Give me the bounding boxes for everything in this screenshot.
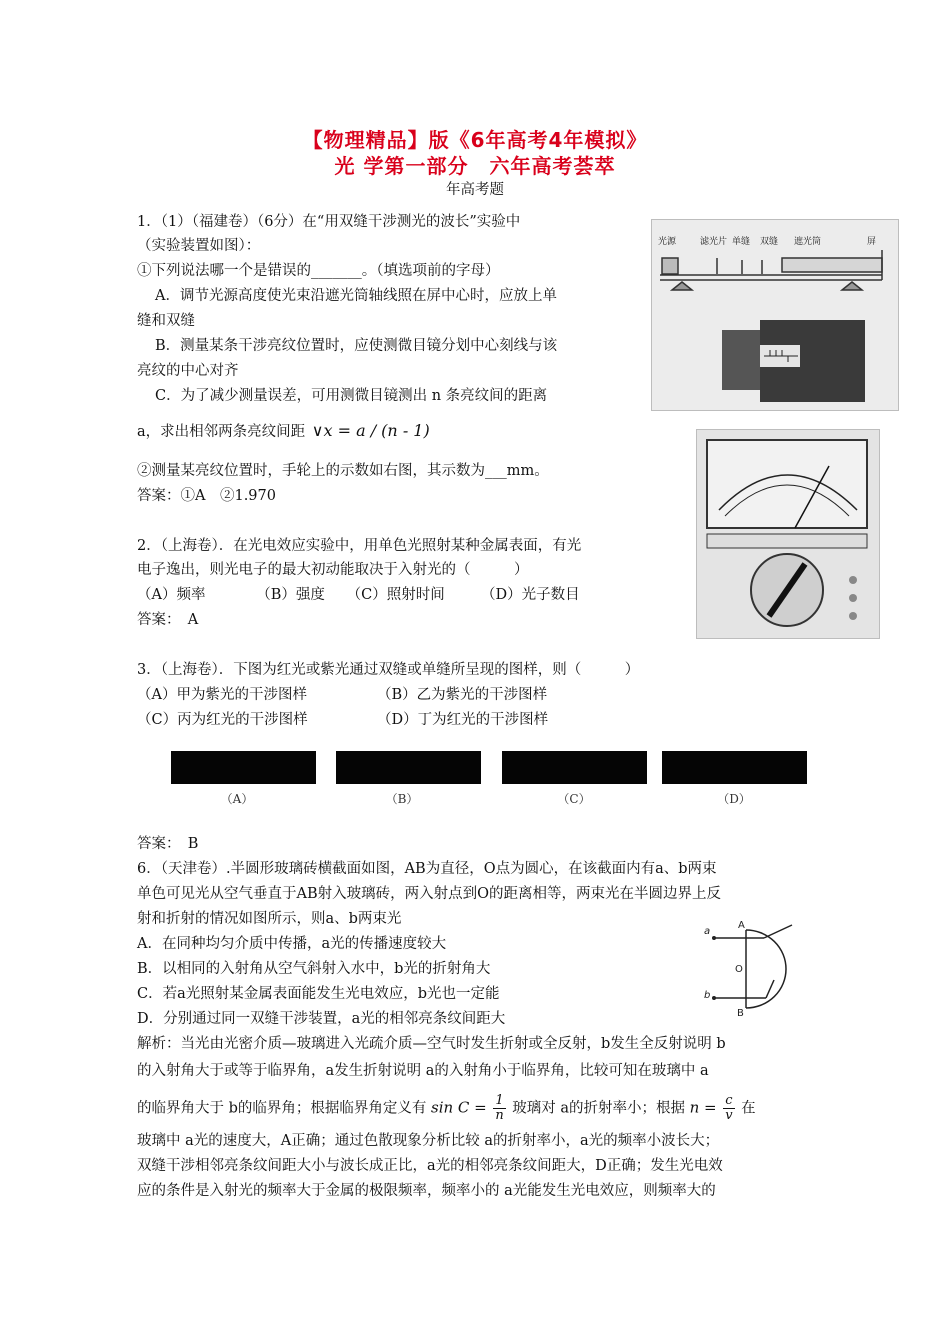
q1-optC-2-text: a，求出相邻两条亮纹间距 xyxy=(137,424,306,440)
semicircle-figure xyxy=(704,920,814,1020)
q6-exp1: 解析：当光由光密介质—玻璃进入光疏介质—空气时发生折射或全反射，b发生全反射说明 b xyxy=(137,1036,726,1052)
semicircle-drawing xyxy=(704,920,814,1020)
q1-line1: 1．（1）（福建卷）（6分）在“用双缝干涉测光的波长”实验中 xyxy=(137,214,521,230)
multimeter-figure xyxy=(696,429,880,639)
q6-frac-v: v xyxy=(725,1108,733,1123)
q6-exp3b: 玻璃对 a的折射率小；根据 xyxy=(512,1100,686,1117)
q1-part2: ②测量某亮纹位置时，手轮上的示数如右图，其示数为___mm。 xyxy=(137,463,549,479)
q2-options: （A）频率 （B）强度 （C）照射时间 （D）光子数目 xyxy=(137,587,580,603)
title-line-1: 【物理精品】版《6年高考4年模拟》 xyxy=(302,128,648,152)
label-tube: 遮光筒 xyxy=(794,237,822,247)
pattern-bar-c xyxy=(502,751,647,784)
q1-formula: ∨x = a / (n - 1) xyxy=(311,421,430,440)
q3-optD: （D）丁为红光的干涉图样 xyxy=(377,712,549,728)
label-screen: 屏 xyxy=(867,237,877,247)
q2-answer: 答案： A xyxy=(137,612,199,628)
q6-line3: 射和折射的情况如图所示，则a、b两束光 xyxy=(137,911,402,927)
subtitle: 年高考题 xyxy=(446,182,504,198)
label-light-source: 光源 xyxy=(658,237,677,247)
fig6-label-a: a xyxy=(704,926,711,937)
q6-exp3 xyxy=(137,1094,756,1123)
fig6-label-A: A xyxy=(738,920,745,931)
q1-line2: （实验装置如图）： xyxy=(137,238,261,254)
fig6-label-B: B xyxy=(737,1008,744,1019)
q6-line1: 6．（天津卷）.半圆形玻璃砖横截面如图，AB为直径，O点为圆心，在该截面内有a、b两束 xyxy=(137,861,717,877)
q6-n-formula: n = xyxy=(689,1098,717,1117)
q1-optC-1: C．为了减少测量误差，可用测微目镜测出 n 条亮纹间的距离 xyxy=(155,388,548,404)
apparatus-figure xyxy=(651,219,899,411)
pattern-bar-d xyxy=(662,751,807,784)
q6-line2: 单色可见光从空气垂直于AB射入玻璃砖，两入射点到O的距离相等，两束光在半圆边界上反 xyxy=(137,886,722,902)
q6-frac-num: 1 xyxy=(495,1093,504,1108)
fig6-label-O: O xyxy=(735,964,743,975)
title-line-2: 光 学第一部分 六年高考荟萃 xyxy=(334,154,616,178)
q3-optC: （C）丙为红光的干涉图样 xyxy=(137,712,308,728)
q3-answer: 答案： B xyxy=(137,836,199,852)
pattern-label-b: （B） xyxy=(385,792,419,806)
q1-optA-1: A．调节光源高度使光束沿遮光筒轴线照在屏中心时，应放上单 xyxy=(155,288,557,304)
q6-fraction-c-v xyxy=(723,1094,734,1123)
pattern-label-c: （C） xyxy=(557,792,591,806)
q6-optA: A．在同种均匀介质中传播，a光的传播速度较大 xyxy=(137,936,447,952)
q1-optB-1: B．测量某条干涉亮纹位置时，应使测微目镜分划中心刻线与该 xyxy=(155,338,558,354)
pattern-label-a: （A） xyxy=(220,792,254,806)
multimeter-drawing xyxy=(697,430,879,638)
q1-answer: 答案：①A ②1.970 xyxy=(137,488,276,504)
q3-optB: （B）乙为紫光的干涉图样 xyxy=(377,687,548,703)
pattern-label-d: （D） xyxy=(717,792,751,806)
q3-line1: 3．（上海卷）．下图为红光或紫光通过双缝或单缝所呈现的图样，则（ ） xyxy=(137,662,640,678)
q6-exp5: 双缝干涉相邻亮条纹间距大小与波长成正比，a光的相邻亮条纹间距大，D正确；发生光电效 xyxy=(137,1158,723,1174)
q6-sin-formula: sin C = xyxy=(431,1098,487,1117)
q1-optA-2: 缝和双缝 xyxy=(137,313,195,329)
q6-exp2: 的入射角大于或等于临界角，a发生折射说明 a的入射角小于临界角，比较可知在玻璃中 a xyxy=(137,1063,709,1079)
q6-optB: B．以相同的入射角从空气斜射入水中，b光的折射角大 xyxy=(137,961,491,977)
q1-optB-2: 亮纹的中心对齐 xyxy=(137,363,239,379)
q6-optD: D．分别通过同一双缝干涉装置，a光的相邻亮条纹间距大 xyxy=(137,1011,506,1027)
label-double-slit: 双缝 xyxy=(760,237,779,247)
pattern-bar-a xyxy=(171,751,316,784)
fig6-label-b: b xyxy=(704,990,711,1001)
q1-optC-2 xyxy=(137,421,430,442)
q6-fraction-1-n xyxy=(493,1094,505,1123)
q1-line3: ①下列说法哪一个是错误的_______。（填选项前的字母） xyxy=(137,263,500,279)
label-single-slit: 单缝 xyxy=(732,237,751,247)
q6-exp3c: 在 xyxy=(741,1100,756,1117)
q2-line1: 2．（上海卷）．在光电效应实验中，用单色光照射某种金属表面，有光 xyxy=(137,538,582,554)
q3-optA: （A）甲为紫光的干涉图样 xyxy=(137,687,307,703)
q6-exp6: 应的条件是入射光的频率大于金属的极限频率，频率小的 a光能发生光电效应，则频率大的 xyxy=(137,1183,716,1199)
apparatus-drawing xyxy=(652,220,898,410)
q6-exp4: 玻璃中 a光的速度大，A正确；通过色散现象分析比较 a的折射率小，a光的频率小波长大； xyxy=(137,1133,720,1149)
q6-frac-c: c xyxy=(725,1093,733,1108)
label-filter: 滤光片 xyxy=(700,237,728,247)
q6-optC: C．若a光照射某金属表面能发生光电效应，b光也一定能 xyxy=(137,986,500,1002)
q6-frac-den: n xyxy=(495,1108,504,1123)
pattern-bar-b xyxy=(336,751,481,784)
q2-line2: 电子逸出，则光电子的最大初动能取决于入射光的（ ） xyxy=(137,562,529,578)
q6-exp3a: 的临界角大于 b的临界角；根据临界角定义有 xyxy=(137,1100,427,1117)
